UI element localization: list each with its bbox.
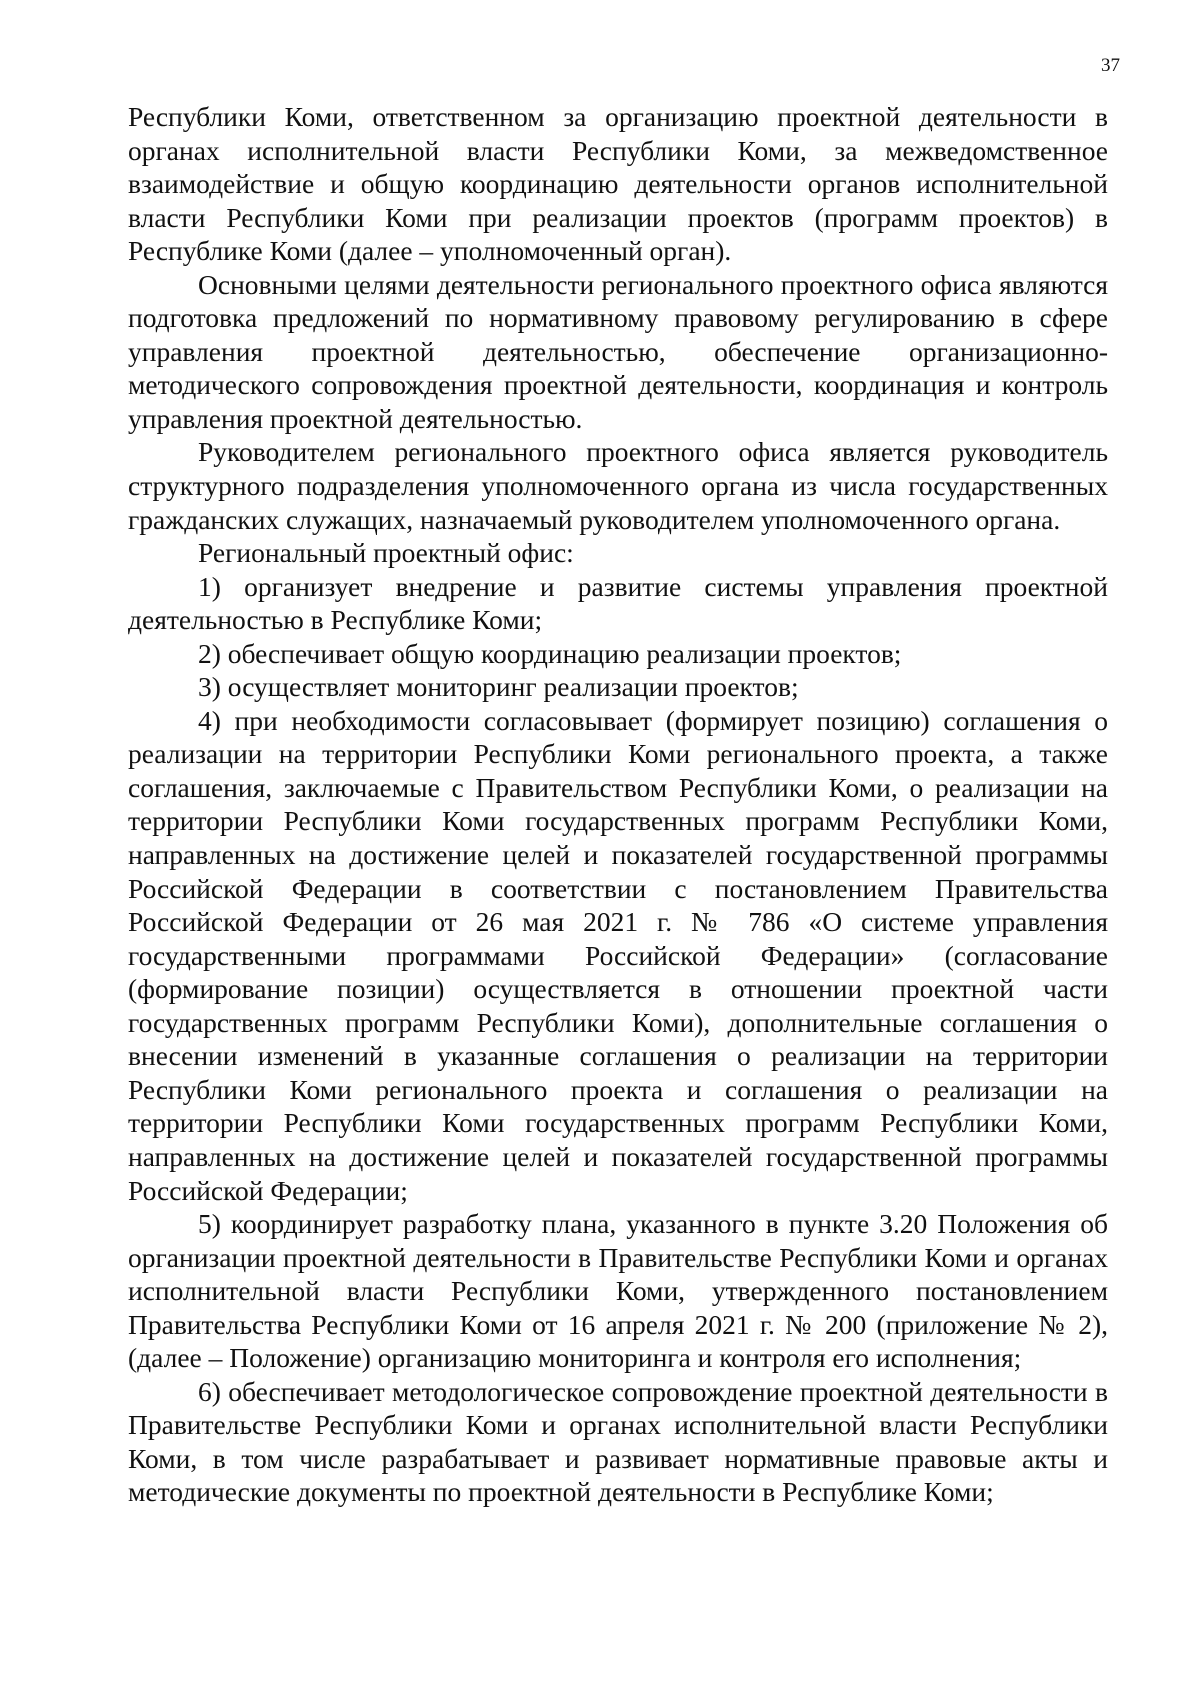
list-item-5: 5) координирует разработку плана, указанного в пункте 3.20 Положения об организации проектной деятельности в Правительстве Республики Коми и органах исполнительной власти Республики Коми, утвержденного постановлением Правительства Республики Коми от 16 апреля 2021 г. № 200 (приложение № 2), (далее – Положение) организацию мониторинга и контроля его исполнения; — [128, 1208, 1108, 1374]
paragraph-head: Руководителем регионального проектного офиса является руководитель структурного подразделения уполномоченного органа из числа государственных гражданских служащих, назначаемый руководителем уполномоченного органа. — [128, 436, 1108, 535]
paragraph-goals: Основными целями деятельности регионального проектного офиса являются подготовка предложений по нормативному правовому регулированию в сфере управления проектной деятельностью, обеспечение организационно-методического сопровождения проектной деятельности, координация и контроль управления проектной деятельностью. — [128, 268, 1108, 434]
list-item-3: 3) осуществляет мониторинг реализации проектов; — [198, 671, 799, 703]
list-item-4: 4) при необходимости согласовывает (формирует позицию) соглашения о реализации на территории Республики Коми регионального проекта, а также соглашения, заключаемые с Правительством Республики Коми, о реализации на территории Республики Коми государственных программ Республики Коми, направленных на достижение целей и показателей государственной программы Российской Федерации в соответствии с постановлением Правительства Российской Федерации от 26 мая 2021 г. № 786 «О системе управления государственными программами Российской Федерации» (согласование (формирование позиции) осуществляется в отношении проектной части государственных программ Республики Коми), дополнительные соглашения о внесении изменений в указанные соглашения о реализации на территории Республики Коми регионального проекта и соглашения о реализации на территории Республики Коми государственных программ Республики Коми, направленных на достижение целей и показателей государственной программы Российской Федерации; — [128, 704, 1108, 1206]
paragraph-authorized-body: Республики Коми, ответственном за организацию проектной деятельности в органах исполнительной власти Республики Коми, за межведомственное взаимодействие и общую координацию деятельности органов исполнительной власти Республики Коми при реализации проектов (программ проектов) в Республике Коми (далее – уполномоченный орган). — [128, 101, 1108, 267]
document-body — [128, 100, 1108, 1509]
page-number: 37 — [1101, 55, 1120, 76]
paragraph-office-intro: Региональный проектный офис: — [198, 537, 574, 569]
list-item-6: 6) обеспечивает методологическое сопровождение проектной деятельности в Правительстве Республики Коми и органах исполнительной власти Республики Коми, в том числе разрабатывает и развивает нормативные правовые акты и методические документы по проектной деятельности в Республике Коми; — [128, 1375, 1108, 1508]
list-item-2: 2) обеспечивает общую координацию реализации проектов; — [198, 637, 902, 669]
list-item-1: 1) организует внедрение и развитие системы управления проектной деятельностью в Республике Коми; — [128, 570, 1108, 636]
